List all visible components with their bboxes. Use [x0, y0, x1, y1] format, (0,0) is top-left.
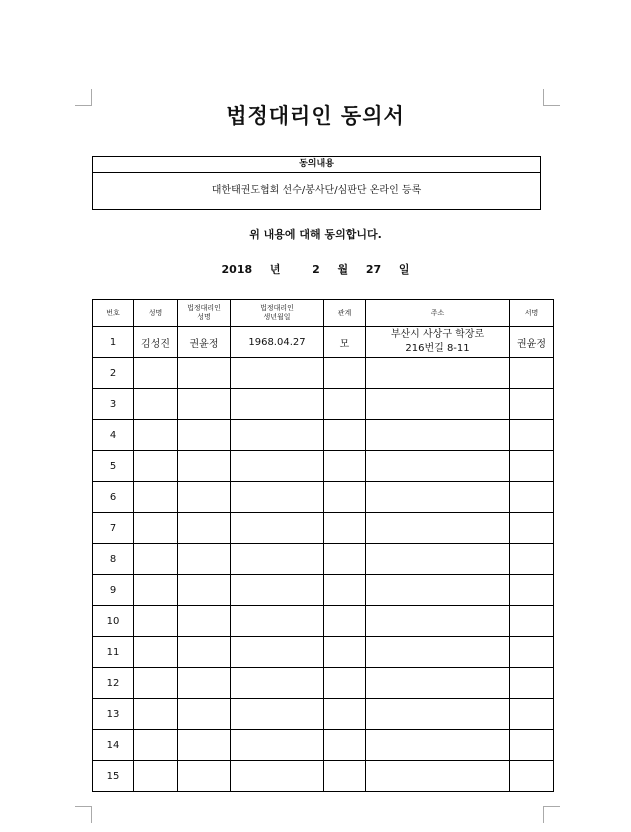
row-guardian-birth	[231, 513, 324, 544]
table-row	[93, 513, 554, 544]
row-address	[366, 420, 510, 451]
agreement-statement: 위 내용에 대해 동의합니다.	[249, 228, 382, 241]
row-name	[134, 699, 178, 730]
row-guardian-birth	[231, 761, 324, 792]
header-signature: 서명	[510, 300, 554, 327]
row-relation: 모	[324, 327, 366, 358]
header-guardian-birth-text: 법정대리인 생년월일	[260, 304, 294, 321]
row-guardian-name	[178, 730, 231, 761]
row-guardian-birth	[231, 575, 324, 606]
date-year-unit: 년	[269, 263, 281, 276]
row-relation	[324, 606, 366, 637]
row-name: 김성진	[134, 327, 178, 358]
date-line	[0, 261, 631, 277]
row-guardian-birth: 1968.04.27	[231, 327, 324, 358]
table-row	[93, 606, 554, 637]
document-title: 법정대리인 동의서	[226, 103, 405, 128]
row-number: 2	[93, 358, 134, 389]
table-row	[93, 730, 554, 761]
row-signature	[510, 358, 554, 389]
row-name	[134, 730, 178, 761]
row-address	[366, 389, 510, 420]
table-row	[93, 761, 554, 792]
row-address	[366, 699, 510, 730]
row-relation	[324, 420, 366, 451]
row-relation	[324, 451, 366, 482]
row-guardian-name	[178, 420, 231, 451]
row-relation	[324, 513, 366, 544]
row-guardian-birth	[231, 389, 324, 420]
row-guardian-name	[178, 544, 231, 575]
table-row	[93, 389, 554, 420]
row-name	[134, 482, 178, 513]
date-day-unit: 일	[398, 263, 410, 276]
row-address	[366, 575, 510, 606]
row-relation	[324, 544, 366, 575]
row-guardian-name	[178, 699, 231, 730]
page-corner-mark-bottom-right	[543, 806, 560, 823]
table-row	[93, 420, 554, 451]
row-relation	[324, 730, 366, 761]
row-signature	[510, 451, 554, 482]
row-number: 9	[93, 575, 134, 606]
row-guardian-name	[178, 451, 231, 482]
date-month-unit: 월	[337, 263, 349, 276]
row-name	[134, 513, 178, 544]
consent-box	[92, 156, 541, 210]
header-name: 성명	[134, 300, 178, 327]
row-guardian-name	[178, 482, 231, 513]
row-relation	[324, 358, 366, 389]
consent-text: 대한태권도협회 선수/봉사단/심판단 온라인 등록	[211, 185, 422, 196]
table-row	[93, 482, 554, 513]
row-number: 10	[93, 606, 134, 637]
row-number: 8	[93, 544, 134, 575]
row-address	[366, 482, 510, 513]
row-number: 5	[93, 451, 134, 482]
row-relation	[324, 575, 366, 606]
row-signature	[510, 420, 554, 451]
table-row	[93, 637, 554, 668]
table-header-row	[93, 300, 554, 327]
row-relation	[324, 482, 366, 513]
header-number: 번호	[93, 300, 134, 327]
date-day: 27	[365, 263, 382, 276]
row-guardian-birth	[231, 358, 324, 389]
row-address	[366, 327, 510, 358]
row-signature	[510, 544, 554, 575]
row-signature	[510, 761, 554, 792]
header-guardian-birth	[231, 300, 324, 327]
row-name	[134, 761, 178, 792]
row-name	[134, 544, 178, 575]
row-address	[366, 637, 510, 668]
date-year: 2018	[221, 263, 253, 276]
row-number: 12	[93, 668, 134, 699]
row-signature	[510, 513, 554, 544]
row-guardian-name: 권윤정	[178, 327, 231, 358]
row-guardian-name	[178, 389, 231, 420]
row-guardian-name	[178, 513, 231, 544]
row-guardian-birth	[231, 544, 324, 575]
row-guardian-birth	[231, 699, 324, 730]
row-address-line1: 부산시 사상구 학장로	[390, 329, 485, 340]
page-corner-mark-bottom-left	[75, 806, 92, 823]
row-guardian-name	[178, 637, 231, 668]
row-name	[134, 420, 178, 451]
row-guardian-name	[178, 668, 231, 699]
row-name	[134, 358, 178, 389]
guardian-table	[92, 299, 554, 792]
row-address	[366, 761, 510, 792]
row-name	[134, 575, 178, 606]
row-number: 13	[93, 699, 134, 730]
row-number: 7	[93, 513, 134, 544]
row-guardian-name	[178, 606, 231, 637]
table-row	[93, 668, 554, 699]
row-number: 4	[93, 420, 134, 451]
row-guardian-birth	[231, 482, 324, 513]
row-guardian-birth	[231, 668, 324, 699]
row-guardian-name	[178, 575, 231, 606]
row-address	[366, 544, 510, 575]
row-number: 15	[93, 761, 134, 792]
row-address	[366, 606, 510, 637]
row-address	[366, 513, 510, 544]
row-guardian-birth	[231, 451, 324, 482]
row-guardian-name	[178, 358, 231, 389]
row-address	[366, 668, 510, 699]
row-name	[134, 606, 178, 637]
row-signature	[510, 606, 554, 637]
row-relation	[324, 761, 366, 792]
row-signature	[510, 482, 554, 513]
row-signature	[510, 637, 554, 668]
row-name	[134, 389, 178, 420]
table-row	[93, 358, 554, 389]
row-signature	[510, 730, 554, 761]
row-guardian-name	[178, 761, 231, 792]
table-row	[93, 699, 554, 730]
row-number: 6	[93, 482, 134, 513]
row-number: 3	[93, 389, 134, 420]
consent-header: 동의내용	[93, 157, 540, 173]
row-signature	[510, 575, 554, 606]
header-relation: 관계	[324, 300, 366, 327]
row-relation	[324, 668, 366, 699]
table-row	[93, 327, 554, 358]
table-row	[93, 575, 554, 606]
row-signature	[510, 699, 554, 730]
row-signature	[510, 389, 554, 420]
row-signature: 권윤정	[510, 327, 554, 358]
row-guardian-birth	[231, 730, 324, 761]
row-signature	[510, 668, 554, 699]
row-name	[134, 668, 178, 699]
table-row	[93, 451, 554, 482]
table-row	[93, 544, 554, 575]
row-guardian-birth	[231, 606, 324, 637]
row-address	[366, 451, 510, 482]
header-guardian-name	[178, 300, 231, 327]
row-number: 1	[93, 327, 134, 358]
header-guardian-name-text: 법정대리인 성명	[187, 304, 221, 321]
row-name	[134, 637, 178, 668]
row-address	[366, 730, 510, 761]
row-name	[134, 451, 178, 482]
header-address: 주소	[366, 300, 510, 327]
row-relation	[324, 389, 366, 420]
row-address-line2: 216번길 8-11	[405, 343, 470, 354]
row-number: 14	[93, 730, 134, 761]
row-guardian-birth	[231, 420, 324, 451]
date-month: 2	[312, 263, 320, 276]
row-relation	[324, 699, 366, 730]
row-number: 11	[93, 637, 134, 668]
row-relation	[324, 637, 366, 668]
row-guardian-birth	[231, 637, 324, 668]
row-address	[366, 358, 510, 389]
